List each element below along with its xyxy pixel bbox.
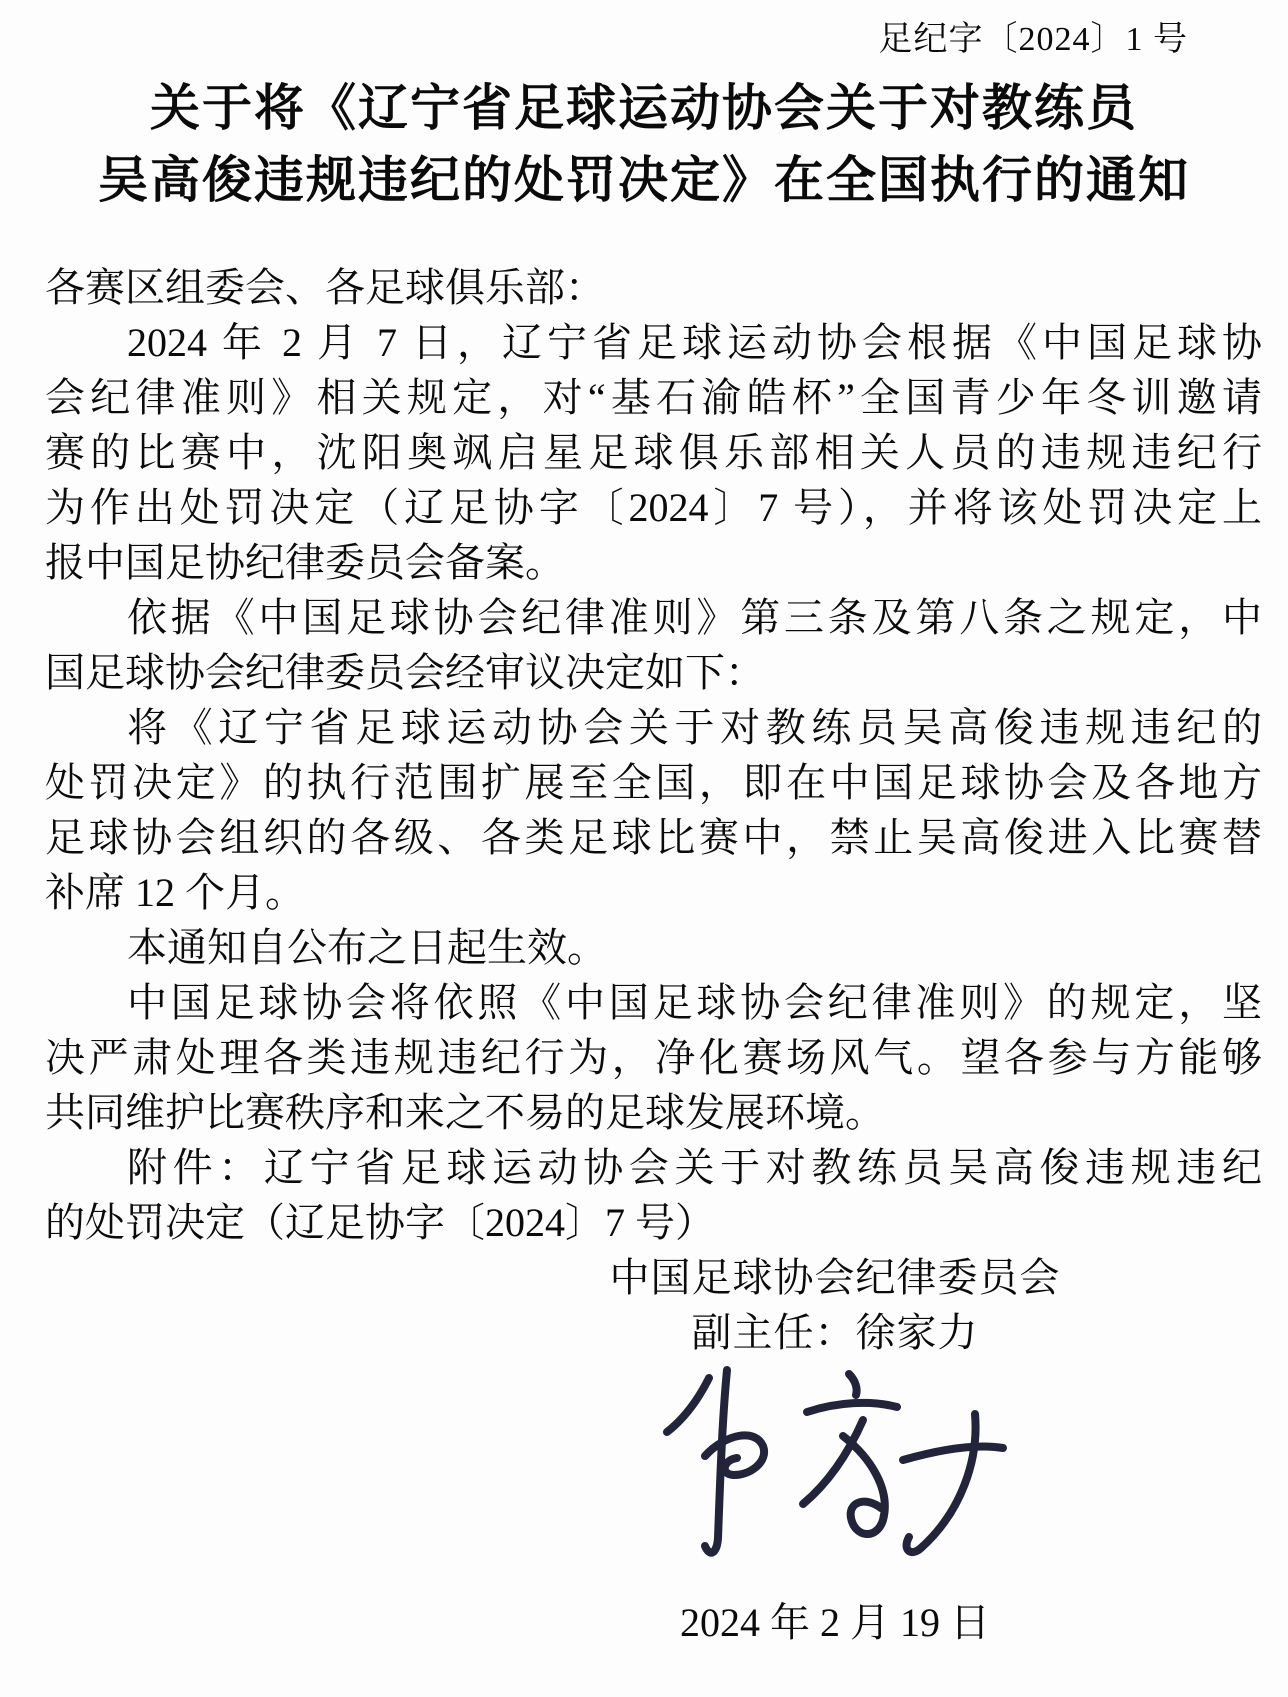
signature-stroke	[667, 1378, 709, 1432]
attachment-line: 的处罚决定（辽足协字〔2024〕7 号）	[45, 1200, 715, 1245]
body-line: 将《辽宁省足球运动协会关于对教练员吴高俊违规违纪的	[127, 705, 1262, 750]
signature-stroke	[903, 1447, 1003, 1461]
document-date: 2024 年 2 月 19 日	[680, 1600, 990, 1645]
document-reference-number: 足纪字〔2024〕1 号	[878, 21, 1188, 58]
body-line: 补席 12 个月。	[45, 870, 305, 915]
document-title-line2: 吴高俊违规违纪的处罚决定》在全国执行的通知	[98, 152, 1190, 208]
body-line: 会纪律准则》相关规定，对“基石渝皓杯”全国青少年冬训邀请	[45, 375, 1262, 420]
body-line: 依据《中国足球协会纪律准则》第三条及第八条之规定，中	[127, 595, 1262, 640]
body-line: 决严肃处理各类违规违纪行为，净化赛场风气。望各参与方能够	[45, 1035, 1262, 1080]
handwritten-signature	[645, 1362, 1025, 1567]
document-title-line1: 关于将《辽宁省足球运动协会关于对教练员	[150, 80, 1138, 136]
body-line: 报中国足协纪律委员会备案。	[45, 540, 565, 585]
body-line: 中国足球协会将依照《中国足球协会纪律准则》的规定，坚	[127, 980, 1262, 1025]
document-body	[0, 260, 1288, 1250]
issuing-organization: 中国足球协会纪律委员会	[609, 1255, 1061, 1300]
body-line: 2024 年 2 月 7 日，辽宁省足球运动协会根据《中国足球协	[127, 320, 1262, 365]
signature-stroke	[705, 1435, 764, 1475]
signature-stroke	[807, 1403, 897, 1412]
signature-stroke	[803, 1420, 863, 1504]
signature-stroke	[907, 1414, 976, 1552]
body-line: 为作出处罚决定（辽足协字〔2024〕7 号），并将该处罚决定上	[45, 485, 1262, 530]
body-line: 赛的比赛中，沈阳奥飒启星足球俱乐部相关人员的违规违纪行	[45, 430, 1262, 475]
attachment-line: 附件：辽宁省足球运动协会关于对教练员吴高俊违规违纪	[127, 1145, 1262, 1190]
signature-stroke	[849, 1374, 857, 1395]
signer-title-name: 副主任：徐家力	[691, 1310, 979, 1355]
closing-block	[600, 1250, 1070, 1650]
signature-image	[645, 1362, 1025, 1567]
body-line: 处罚决定》的执行范围扩展至全国，即在中国足球协会及各地方	[45, 760, 1262, 805]
body-line: 足球协会组织的各级、各类足球比赛中，禁止吴高俊进入比赛替	[45, 815, 1262, 860]
document-title	[0, 72, 1288, 216]
body-line: 国足球协会纪律委员会经审议决定如下：	[45, 650, 765, 695]
body-line: 共同维护比赛秩序和来之不易的足球发展环境。	[45, 1090, 885, 1135]
salutation-line: 各赛区组委会、各足球俱乐部：	[45, 265, 605, 310]
body-line: 本通知自公布之日起生效。	[127, 925, 607, 970]
